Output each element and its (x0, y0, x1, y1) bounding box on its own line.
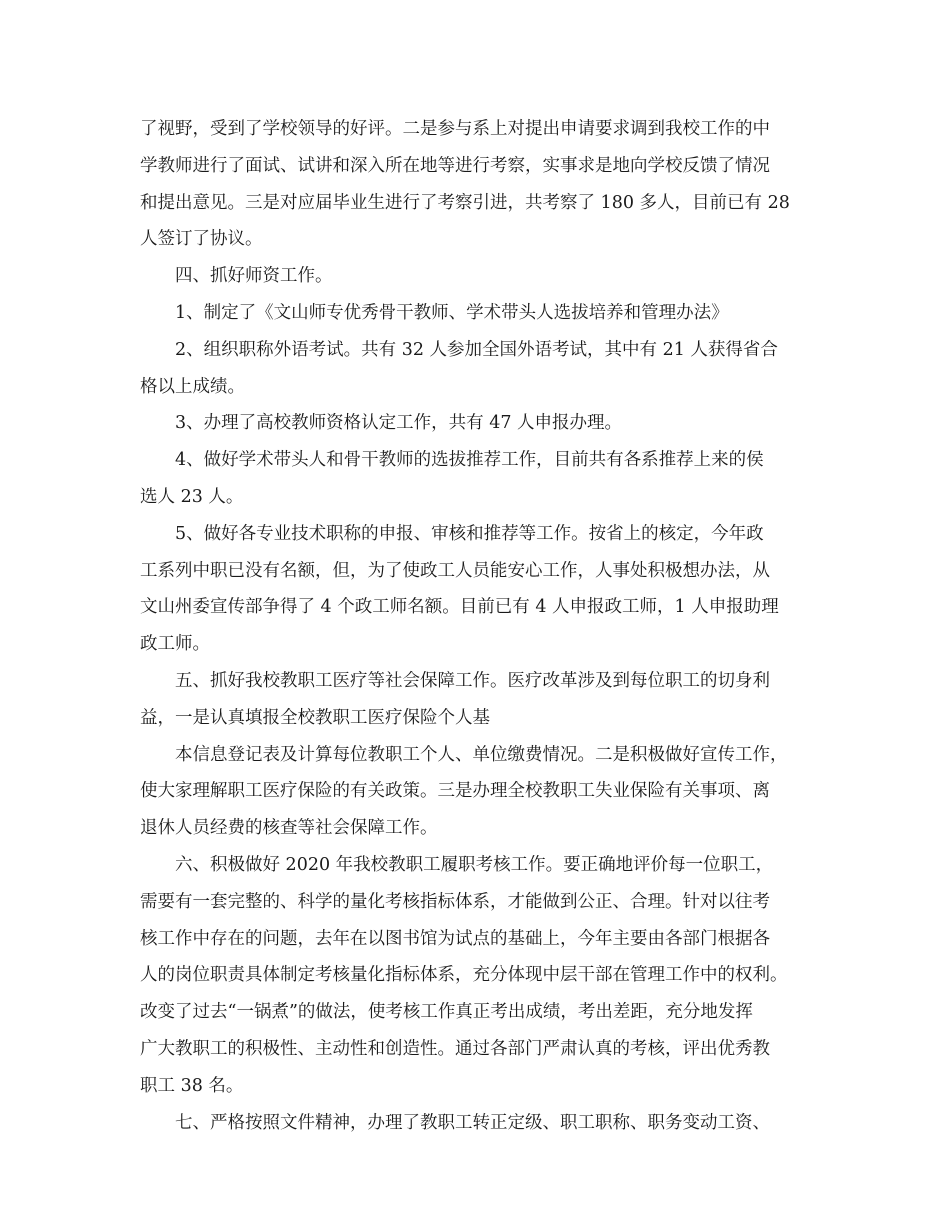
text-line: 广大教职工的积极性、主动性和创造性。通过各部门严肃认真的考核，评出优秀教 (140, 1038, 770, 1059)
text-line: 人的岗位职责具体制定考核量化指标体系，充分体现中层干部在管理工作中的权利。 (140, 965, 788, 986)
text-line: 五、抓好我校教职工医疗等社会保障工作。医疗改革涉及到每位职工的切身利 (175, 670, 770, 691)
text-line: 退休人员经费的核查等社会保障工作。 (140, 818, 438, 839)
text-line: 2、组织职称外语考试。共有 32 人参加全国外语考试，其中有 21 人获得省合 (175, 339, 778, 360)
text-line: 工系列中职已没有名额，但，为了使政工人员能安心工作，人事处积极想办法，从 (140, 560, 770, 581)
text-line: 益，一是认真填报全校教职工医疗保险个人基 (140, 707, 490, 728)
text-line: 四、抓好师资工作。 (175, 266, 333, 287)
text-line: 3、办理了高校教师资格认定工作，共有 47 人申报办理。 (175, 413, 623, 434)
text-line: 和提出意见。三是对应届毕业生进行了考察引进，共考察了 180 多人，目前已有 28 (140, 192, 790, 213)
text-line: 人签订了协议。 (140, 229, 263, 250)
text-line: 七、严格按照文件精神，办理了教职工转正定级、职工职称、职务变动工资、 (175, 1112, 770, 1133)
text-line: 了视野，受到了学校领导的好评。二是参与系上对提出申请要求调到我校工作的中 (140, 119, 770, 139)
text-line: 选人 23 人。 (140, 486, 244, 507)
document-body (140, 111, 820, 1141)
text-line: 需要有一套完整的、科学的量化考核指标体系，才能做到公正、合理。针对以往考 (140, 891, 770, 912)
text-line: 使大家理解职工医疗保险的有关政策。三是办理全校教职工失业保险有关事项、离 (140, 781, 770, 802)
text-line: 文山州委宣传部争得了 4 个政工师名额。目前已有 4 人申报政工师，1 人申报助理 (140, 597, 779, 618)
text-line: 4、做好学术带头人和骨干教师的选拔推荐工作，目前共有各系推荐上来的侯 (175, 450, 764, 471)
text-line: 5、做好各专业技术职称的申报、审核和推荐等工作。按省上的核定，今年政 (175, 523, 764, 544)
text-line: 本信息登记表及计算每位教职工个人、单位缴费情况。二是积极做好宣传工作， (175, 744, 788, 765)
text-line: 核工作中存在的问题，去年在以图书馆为试点的基础上，今年主要由各部门根据各 (140, 928, 770, 949)
text-line: 六、积极做好 2020 年我校教职工履职考核工作。要正确地评价每一位职工， (175, 854, 774, 875)
text-line: 政工师。 (140, 634, 210, 655)
text-line: 1、制定了《文山师专优秀骨干教师、学术带头人选拔培养和管理办法》 (175, 302, 729, 323)
text-line: 职工 38 名。 (140, 1075, 244, 1096)
text-line: 格以上成绩。 (140, 376, 245, 397)
text-line: 学教师进行了面试、试讲和深入所在地等进行考察，实事求是地向学校反馈了情况 (140, 155, 770, 176)
text-line: 改变了过去“一锅煮”的做法，使考核工作真正考出成绩，考出差距，充分地发挥 (140, 1002, 753, 1023)
